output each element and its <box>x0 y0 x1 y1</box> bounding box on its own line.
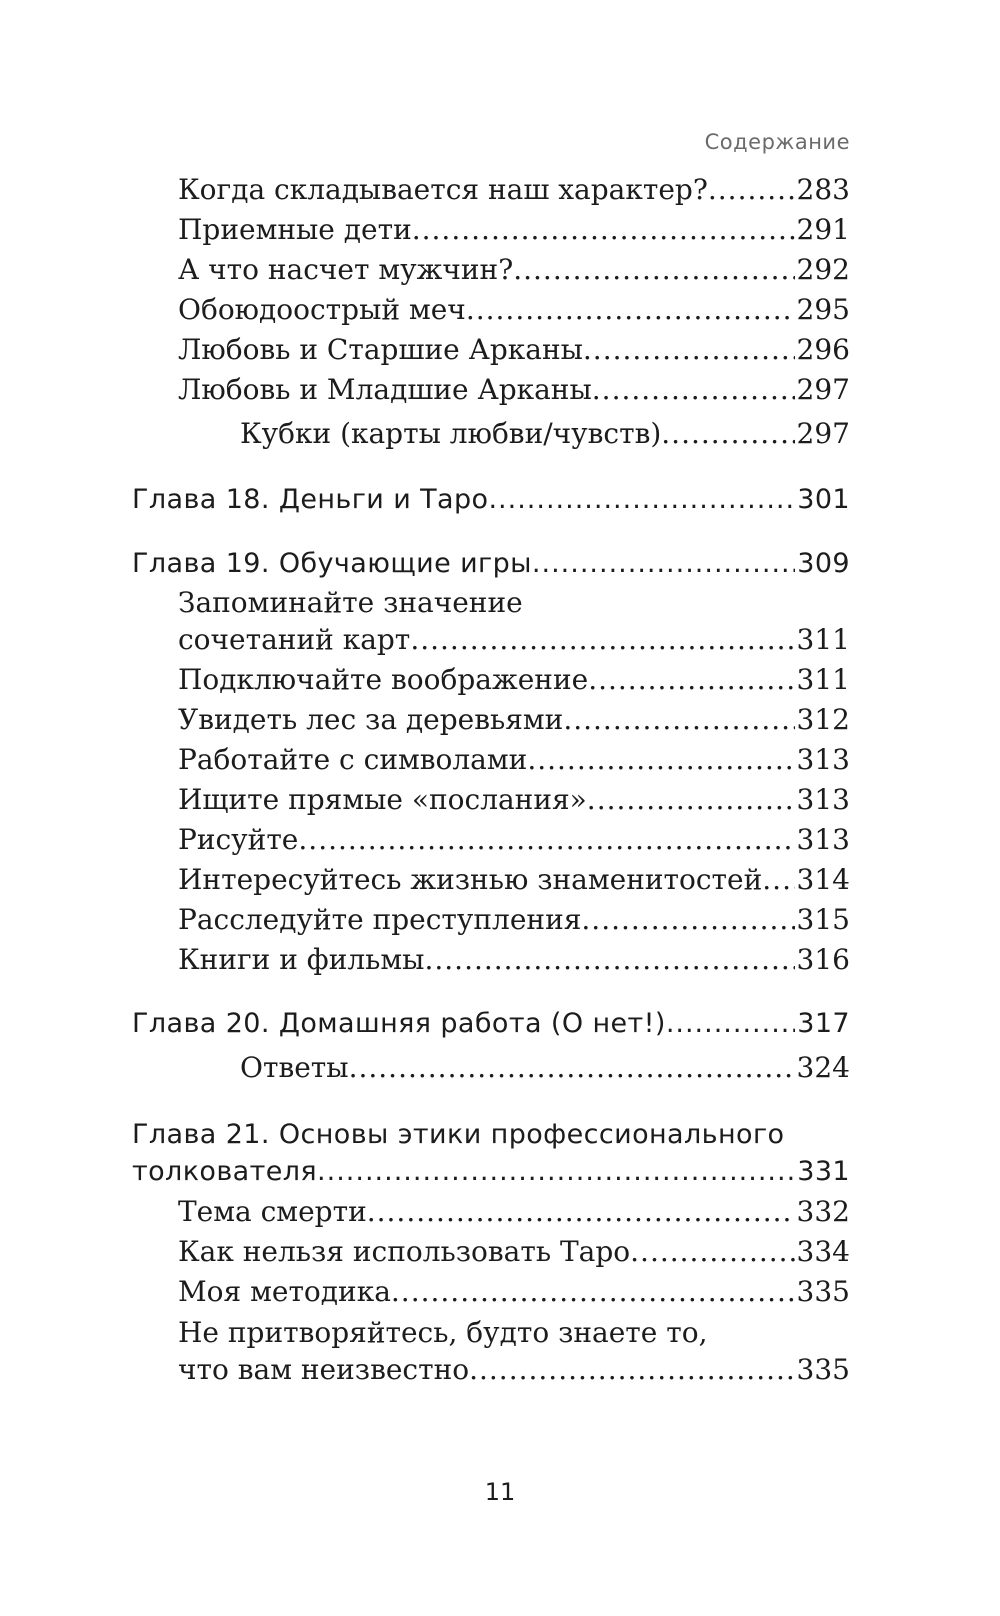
running-header: Содержание <box>704 130 850 154</box>
dot-leader <box>762 860 794 900</box>
toc-entry <box>132 780 850 820</box>
dot-leader <box>592 370 795 410</box>
toc-entry-page: 312 <box>796 703 850 736</box>
toc-chapter-first-line: Глава 21. Основы этики профессионального <box>132 1119 785 1150</box>
toc-entry-page: 335 <box>796 1353 850 1386</box>
dot-leader <box>588 660 794 700</box>
page-number: 11 <box>484 1478 516 1506</box>
toc-entry-page: 296 <box>796 333 850 366</box>
dot-leader <box>349 1048 795 1088</box>
toc-entry-first-line: Не притворяйтесь, будто знаете то, <box>178 1316 708 1349</box>
dot-leader <box>424 940 794 980</box>
toc-chapter-title: Глава 18. Деньги и Таро <box>132 484 489 515</box>
toc-entry-title: Когда складывается наш характер? <box>178 173 708 206</box>
toc-entry <box>132 1350 850 1390</box>
dot-leader <box>513 250 794 290</box>
toc-entry-page: 283 <box>796 173 850 206</box>
toc-entry <box>132 250 850 290</box>
toc-entry-page: 311 <box>796 663 850 696</box>
toc-entry <box>132 740 850 780</box>
toc-entry-page: 315 <box>796 903 850 936</box>
toc-entry <box>132 1192 850 1232</box>
toc-entry <box>132 290 850 330</box>
dot-leader <box>527 740 794 780</box>
dot-leader <box>469 1350 794 1390</box>
toc-chapter <box>132 1004 850 1044</box>
dot-leader <box>587 780 795 820</box>
toc-entry-page: 311 <box>796 623 850 656</box>
toc-chapter-title: Глава 20. Домашняя работа (О нет!) <box>132 1008 666 1039</box>
toc-entry-title: Увидеть лес за деревьями <box>178 703 564 736</box>
toc-entry-title: сочетаний карт <box>178 623 411 656</box>
toc-entry-title: Любовь и Старшие Арканы <box>178 333 583 366</box>
dot-leader <box>630 1232 794 1272</box>
toc-entry-page: 297 <box>796 373 850 406</box>
toc-entry-title: Тема смерти <box>178 1195 367 1228</box>
toc-chapter-title: Глава 19. Обучающие игры <box>132 548 532 579</box>
toc-subentry <box>132 1048 850 1088</box>
toc-entry-title: Интересуйтесь жизнью знаменитостей <box>178 863 763 896</box>
toc-chapter <box>132 544 850 584</box>
toc-entry <box>132 370 850 410</box>
toc-entry-title: Расследуйте преступления <box>178 903 582 936</box>
toc-entry-page: 297 <box>796 417 850 450</box>
dot-leader <box>581 900 794 940</box>
toc-entry-page: 291 <box>796 213 850 246</box>
toc-entry-title: Книги и фильмы <box>178 943 425 976</box>
dot-leader <box>583 330 795 370</box>
dot-leader <box>666 1004 795 1044</box>
toc-entry-page: 332 <box>796 1195 850 1228</box>
dot-leader <box>532 544 795 584</box>
toc-entry-title: Подключайте воображение <box>178 663 589 696</box>
toc-entry-title: Ищите прямые «послания» <box>178 783 587 816</box>
toc-entry <box>132 660 850 700</box>
dot-leader <box>466 290 795 330</box>
toc-entry <box>132 700 850 740</box>
toc-chapter <box>132 1152 850 1192</box>
toc-entry-title: Рисуйте <box>178 823 299 856</box>
toc-entry <box>132 170 850 210</box>
toc-entry-page: 324 <box>796 1051 850 1084</box>
dot-leader <box>708 170 795 210</box>
toc-entry-title: Любовь и Младшие Арканы <box>178 373 592 406</box>
toc-entry <box>132 900 850 940</box>
toc-entry-title: А что насчет мужчин? <box>178 253 514 286</box>
toc-entry-first-line: Запоминайте значение <box>178 586 523 619</box>
toc-chapter <box>132 480 850 520</box>
toc-entry-title: Кубки (карты любви/чувств) <box>240 417 662 450</box>
toc-entry <box>132 620 850 660</box>
dot-leader <box>488 480 795 520</box>
dot-leader <box>410 620 794 660</box>
dot-leader <box>298 820 794 860</box>
toc-entry-page: 313 <box>796 743 850 776</box>
table-of-contents <box>132 170 850 1390</box>
toc-subentry <box>132 414 850 454</box>
toc-entry-title: Моя методика <box>178 1275 391 1308</box>
toc-chapter-page: 317 <box>797 1008 850 1039</box>
dot-leader <box>317 1152 795 1192</box>
toc-entry <box>132 1232 850 1272</box>
toc-chapter-page: 331 <box>797 1156 850 1187</box>
toc-chapter-page: 309 <box>797 548 850 579</box>
toc-entry <box>132 820 850 860</box>
toc-entry-page: 334 <box>796 1235 850 1268</box>
toc-entry <box>132 210 850 250</box>
toc-entry-page: 313 <box>796 823 850 856</box>
toc-chapter-page: 301 <box>797 484 850 515</box>
toc-entry <box>132 860 850 900</box>
toc-entry-page: 335 <box>796 1275 850 1308</box>
toc-entry-title: Как нельзя использовать Таро <box>178 1235 631 1268</box>
toc-entry-page: 314 <box>796 863 850 896</box>
dot-leader <box>412 210 795 250</box>
toc-entry-title: Приемные дети <box>178 213 412 246</box>
toc-entry-title: Ответы <box>240 1051 349 1084</box>
toc-entry-title: Работайте с символами <box>178 743 528 776</box>
toc-entry-title: Обоюдоострый меч <box>178 293 466 326</box>
toc-entry-page: 292 <box>796 253 850 286</box>
dot-leader <box>563 700 794 740</box>
toc-entry-page: 313 <box>796 783 850 816</box>
toc-entry-page: 295 <box>796 293 850 326</box>
dot-leader <box>391 1272 795 1312</box>
toc-entry <box>132 940 850 980</box>
toc-chapter-title: толкователя <box>132 1156 318 1187</box>
dot-leader <box>661 414 794 454</box>
toc-entry-title: что вам неизвестно <box>178 1353 470 1386</box>
dot-leader <box>367 1192 795 1232</box>
toc-entry-page: 316 <box>796 943 850 976</box>
toc-entry <box>132 330 850 370</box>
toc-entry <box>132 1272 850 1312</box>
